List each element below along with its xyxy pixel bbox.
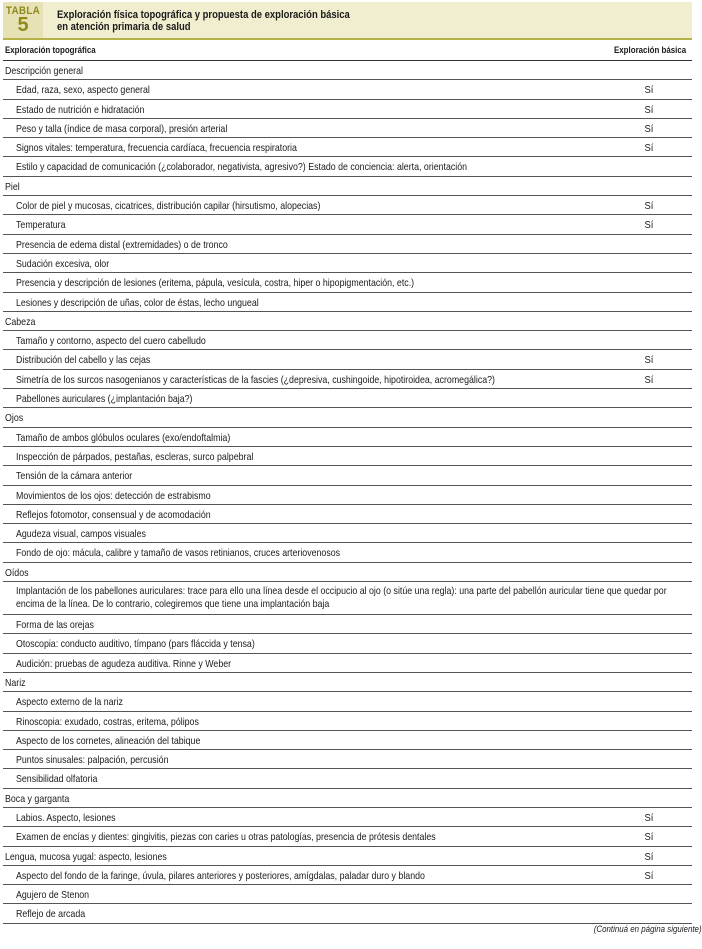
table-row: [3, 582, 692, 615]
table-row: [3, 750, 692, 769]
column-header-topographic: Exploración topográfica: [5, 45, 96, 55]
table-row: [3, 370, 692, 389]
table-row: [3, 808, 692, 827]
basic-exam-mark: Sí: [644, 850, 654, 863]
row-label: Forma de las orejas: [16, 619, 94, 632]
basic-exam-mark: Sí: [644, 219, 654, 232]
table-row: [3, 466, 692, 485]
table-row: [3, 712, 692, 731]
basic-exam-mark: Sí: [644, 84, 654, 97]
category-row: [3, 847, 692, 866]
table-row: [3, 235, 692, 254]
table-row: [3, 350, 692, 369]
row-label: Aspecto de los cornetes, alineación del tabique: [16, 734, 201, 747]
row-label: Peso y talla (índice de masa corporal), presión arterial: [16, 122, 228, 135]
table-row: [3, 273, 692, 292]
category-row: [3, 177, 692, 196]
category-row: [3, 312, 692, 331]
table-row: [3, 827, 692, 846]
row-label: Fondo de ojo: mácula, calibre y tamaño de vasos retinianos, cruces arteriovenosos: [16, 547, 341, 560]
row-label: Movimientos de los ojos: detección de estrabismo: [16, 489, 211, 502]
table-row: [3, 634, 692, 653]
category-row: [3, 673, 692, 692]
table-title-line1: Exploración física topográfica y propuesta de exploración básica: [57, 9, 350, 21]
table-title: [57, 9, 350, 33]
row-label: Audición: pruebas de agudeza auditiva. Rinne y Weber: [16, 657, 232, 670]
table-row: [3, 505, 692, 524]
table-row: [3, 331, 692, 350]
table-row: [3, 293, 692, 312]
table-row: [3, 389, 692, 408]
table-row: [3, 654, 692, 673]
row-label: Reflejos fotomotor, consensual y de acomodación: [16, 508, 211, 521]
table-number: 5: [17, 14, 29, 36]
table-row: [3, 428, 692, 447]
column-headers: [3, 40, 692, 61]
table-row: [3, 80, 692, 99]
table-row: [3, 731, 692, 750]
basic-exam-mark: Sí: [644, 373, 654, 386]
table-row: [3, 615, 692, 634]
row-label: Edad, raza, sexo, aspecto general: [16, 84, 150, 97]
table-row: [3, 196, 692, 215]
table-row: [3, 138, 692, 157]
row-label: Presencia y descripción de lesiones (eritema, pápula, vesícula, costra, hiper o hipopigmentación, etc.): [16, 277, 415, 290]
category-label: Ojos: [5, 412, 24, 425]
table-row: [3, 904, 692, 923]
table-row: [3, 447, 692, 466]
category-label: Lengua, mucosa yugal: aspecto, lesiones: [5, 850, 167, 863]
table-row: [3, 524, 692, 543]
category-row: [3, 61, 692, 80]
table-5: [3, 2, 692, 924]
row-label: Sudación excesiva, olor: [16, 257, 110, 270]
category-row: [3, 563, 692, 582]
basic-exam-mark: Sí: [644, 200, 654, 213]
basic-exam-mark: Sí: [644, 811, 654, 824]
category-label: Descripción general: [5, 65, 83, 77]
category-label: Boca y garganta: [5, 792, 70, 805]
basic-exam-mark: Sí: [644, 831, 654, 844]
row-label: Tensión de la cámara anterior: [16, 470, 133, 483]
row-label: Sensibilidad olfatoria: [16, 773, 98, 786]
table-row: [3, 157, 692, 176]
row-label: Tamaño y contorno, aspecto del cuero cabelludo: [16, 335, 206, 348]
row-label: Simetría de los surcos nasogenianos y características de la fascies (¿depresiva, cushingoide, hipotiroidea, acromegálica?): [16, 373, 495, 386]
basic-exam-mark: Sí: [644, 122, 654, 135]
row-label: Agudeza visual, campos visuales: [16, 528, 146, 541]
table-row: [3, 119, 692, 138]
row-label: Presencia de edema distal (extremidades) o de tronco: [16, 238, 228, 251]
row-label: Puntos sinusales: palpación, percusión: [16, 754, 169, 767]
basic-exam-mark: Sí: [644, 354, 654, 367]
basic-exam-mark: Sí: [644, 142, 654, 155]
basic-exam-mark: Sí: [644, 103, 654, 116]
row-label: Reflejo de arcada: [16, 908, 86, 921]
continued-note: (Continuá en página siguiente): [594, 924, 702, 934]
row-label: Aspecto del fondo de la faringe, úvula, pilares anteriores y posteriores, amígdalas, paladar duro y blando: [16, 869, 425, 882]
row-label: Signos vitales: temperatura, frecuencia cardíaca, frecuencia respiratoria: [16, 142, 297, 155]
row-label: Examen de encías y dientes: gingivitis, piezas con caries u otras patologías, presencia de prótesis dentales: [16, 831, 436, 844]
category-label: Oídos: [5, 566, 29, 579]
category-row: [3, 789, 692, 808]
column-header-basic: Exploración básica: [614, 45, 687, 55]
row-label: Labios. Aspecto, lesiones: [16, 811, 116, 824]
table-row: [3, 215, 692, 234]
table-row: [3, 692, 692, 711]
row-label: Agujero de Stenon: [16, 889, 90, 902]
category-label: Piel: [5, 180, 20, 193]
row-label: Estado de nutrición e hidratación: [16, 103, 145, 116]
table-row: [3, 866, 692, 885]
table-body: [3, 61, 692, 924]
table-row: [3, 769, 692, 788]
row-label: Temperatura: [16, 219, 66, 232]
table-row: [3, 486, 692, 505]
basic-exam-mark: Sí: [644, 869, 654, 882]
table-row: [3, 543, 692, 562]
row-label: Tamaño de ambos glóbulos oculares (exo/endoftalmia): [16, 431, 231, 444]
row-label: Pabellones auriculares (¿implantación baja?): [16, 393, 193, 406]
row-label: Color de piel y mucosas, cicatrices, distribución capilar (hirsutismo, alopecias): [16, 200, 321, 213]
row-label: Estilo y capacidad de comunicación (¿colaborador, negativista, agresivo?) Estado de conciencia: alerta, orientación: [16, 161, 468, 174]
table-tag: [3, 2, 43, 38]
category-row: [3, 408, 692, 427]
row-label: Implantación de los pabellones auriculares: trace para ello una línea desde el occipucio al ojo (o sitúe una regla): una parte del pabellón auricular tiene que quedar por encima de la línea. De lo contrario, colegiremos que tiene una implantación baja: [16, 585, 667, 611]
category-label: Cabeza: [5, 315, 36, 328]
table-row: [3, 885, 692, 904]
row-label: Inspección de párpados, pestañas, escleras, surco palpebral: [16, 450, 254, 463]
category-label: Nariz: [5, 676, 26, 689]
row-label: Distribución del cabello y las cejas: [16, 354, 151, 367]
row-label: Otoscopia: conducto auditivo, tímpano (pars fláccida y tensa): [16, 638, 255, 651]
row-label: Lesiones y descripción de uñas, color de éstas, lecho ungueal: [16, 296, 259, 309]
table-row: [3, 254, 692, 273]
table-row: [3, 100, 692, 119]
table-header: [3, 2, 692, 40]
row-label: Rinoscopia: exudado, costras, eritema, pólipos: [16, 715, 199, 728]
table-tag-word: TABLA: [5, 5, 41, 17]
table-title-line2: en atención primaria de salud: [57, 21, 191, 33]
row-label: Aspecto externo de la nariz: [16, 696, 123, 709]
